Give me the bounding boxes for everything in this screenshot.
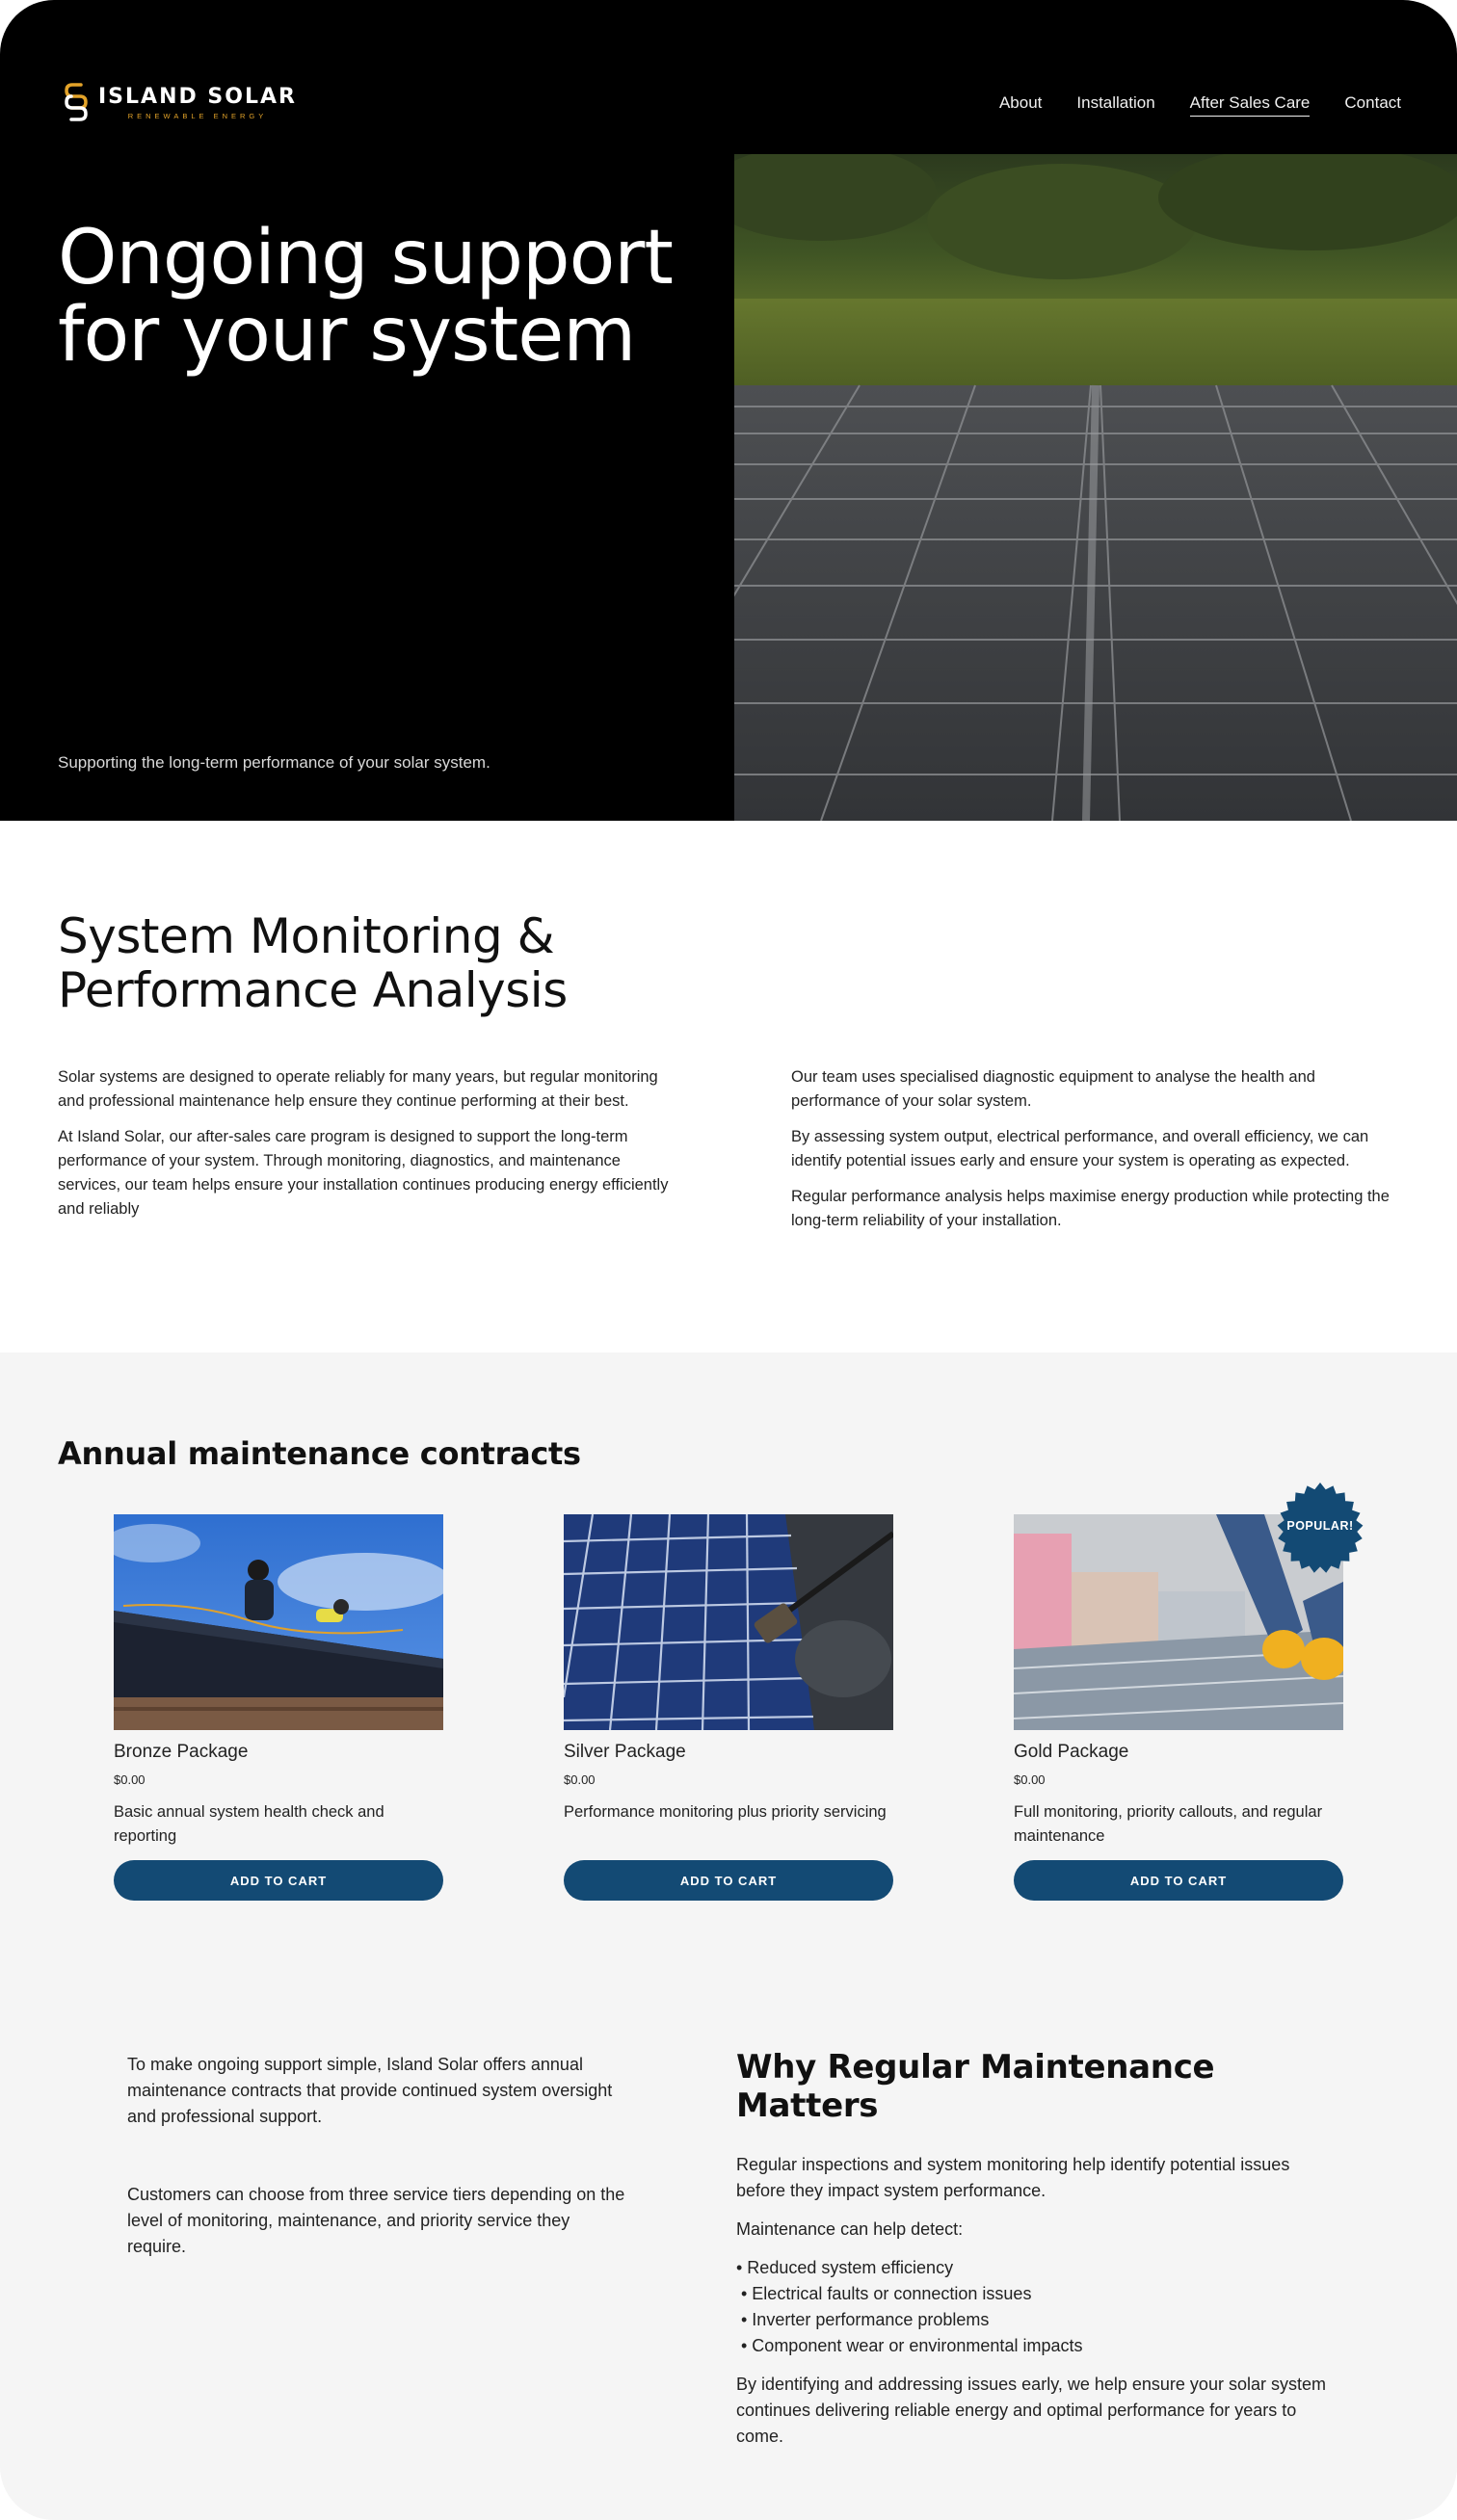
logo-icon	[64, 81, 89, 123]
package-price: $0.00	[564, 1772, 596, 1787]
hero-subtitle: Supporting the long-term performance of your solar system.	[58, 753, 490, 772]
popular-badge-label: POPULAR!	[1286, 1519, 1354, 1533]
package-price: $0.00	[114, 1772, 146, 1787]
monitoring-right-paragraph: Our team uses specialised diagnostic equipment to analyse the health and performance of your solar system.	[791, 1068, 1315, 1110]
package-name: Gold Package	[1014, 1742, 1129, 1762]
monitoring-right-paragraph: By assessing system output, electrical performance, and overall efficiency, we can identify potential issues early and ensure your system is operating as expected.	[791, 1128, 1369, 1169]
detect-list	[736, 2255, 1343, 2359]
why-detect-label: Maintenance can help detect:	[736, 2219, 964, 2239]
package-description: Full monitoring, priority callouts, and regular maintenance	[1014, 1803, 1323, 1845]
nav-contact[interactable]: Contact	[1344, 93, 1401, 112]
monitoring-section	[0, 821, 1457, 1352]
package-description: Performance monitoring plus priority servicing	[564, 1803, 887, 1821]
support-paragraph: To make ongoing support simple, Island Solar offers annual maintenance contracts that provide continued system oversight and professional support.	[127, 2055, 613, 2126]
support-paragraph: Customers can choose from three service tiers depending on the level of monitoring, maintenance, and priority service they require.	[127, 2185, 625, 2256]
list-item: • Electrical faults or connection issues	[736, 2284, 1032, 2303]
brand-logo[interactable]	[64, 81, 297, 123]
monitoring-left-paragraph: Solar systems are designed to operate reliably for many years, but regular monitoring and professional maintenance help ensure they continue performing at their best.	[58, 1068, 658, 1110]
add-to-cart-button-gold[interactable]: ADD TO CART	[1014, 1860, 1343, 1901]
why-maintenance	[736, 2048, 1343, 2462]
support-text	[127, 2052, 628, 2312]
list-item: • Component wear or environmental impacts	[736, 2336, 1083, 2355]
list-item: • Inverter performance problems	[736, 2310, 990, 2329]
why-maintenance-title: Why Regular Maintenance Matters	[736, 2048, 1215, 2125]
add-to-cart-button-silver[interactable]: ADD TO CART	[564, 1860, 893, 1901]
hero-solar-panel-image	[734, 154, 1457, 821]
why-outro: By identifying and addressing issues early, we help ensure your solar system continues delivering reliable energy and optimal performance for years to come.	[736, 2375, 1326, 2446]
package-name: Silver Package	[564, 1742, 686, 1762]
package-card-bronze	[114, 1514, 443, 1901]
bronze-package-image[interactable]	[114, 1514, 443, 1730]
monitoring-left-column	[58, 1065, 675, 1233]
nav-about[interactable]: About	[998, 93, 1043, 112]
monitoring-right-paragraph: Regular performance analysis helps maximise energy production while protecting the long-term reliability of your installation.	[791, 1188, 1390, 1229]
brand-tagline: RENEWABLE ENERGY	[127, 111, 268, 120]
monitoring-right-column	[791, 1065, 1408, 1245]
contracts-section	[0, 1352, 1457, 2520]
brand-name: ISLAND SOLAR	[98, 84, 297, 109]
monitoring-title: System Monitoring & Performance Analysis	[58, 908, 568, 1018]
nav-after-sales-care[interactable]: After Sales Care	[1190, 93, 1311, 117]
package-price: $0.00	[1014, 1772, 1046, 1787]
list-item: • Reduced system efficiency	[736, 2258, 954, 2277]
nav-installation[interactable]: Installation	[1076, 93, 1155, 112]
package-description: Basic annual system health check and reporting	[114, 1803, 384, 1845]
package-name: Bronze Package	[114, 1742, 249, 1762]
package-card-silver	[564, 1514, 893, 1901]
hero-section	[0, 0, 1457, 821]
add-to-cart-button-bronze[interactable]: ADD TO CART	[114, 1860, 443, 1901]
main-nav	[999, 93, 1401, 117]
why-intro: Regular inspections and system monitoring help identify potential issues before they impact system performance.	[736, 2155, 1290, 2200]
hero-title: Ongoing support for your system	[58, 215, 673, 379]
silver-package-image[interactable]	[564, 1514, 893, 1730]
contracts-title: Annual maintenance contracts	[58, 1435, 581, 1472]
monitoring-left-paragraph: At Island Solar, our after-sales care program is designed to support the long-term performance of your system. Through monitoring, diagnostics, and maintenance services, our team helps ensure your installation continues producing energy efficiently and reliably	[58, 1128, 669, 1218]
